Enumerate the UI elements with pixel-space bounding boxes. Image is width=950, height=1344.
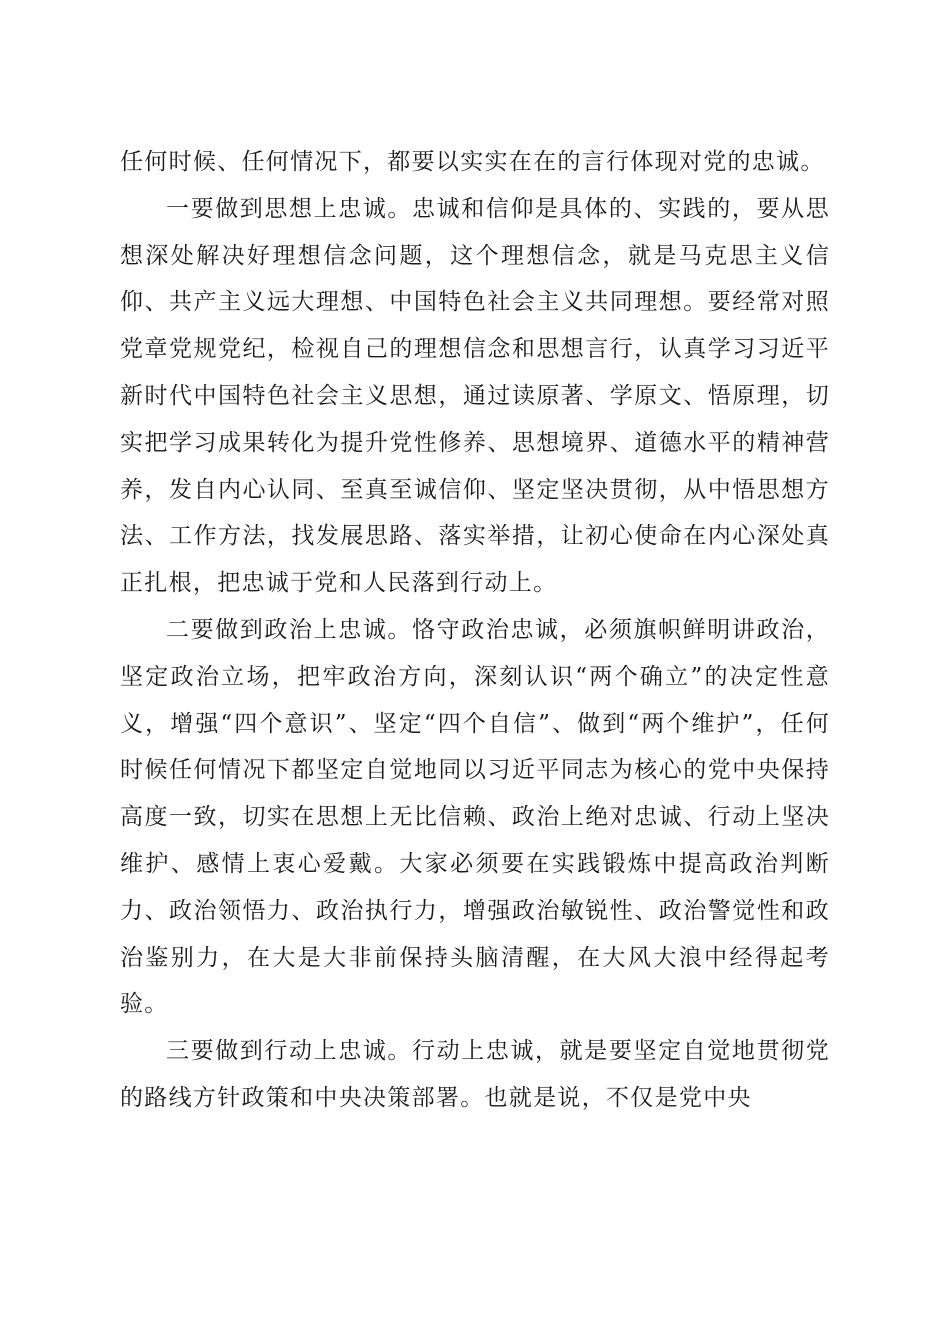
document-body (120, 139, 830, 1122)
paragraph-continuation: 任何时候、任何情况下，都要以实实在在的言行体现对党的忠诚。 (120, 149, 825, 175)
paragraph-political-loyalty: 二要做到政治上忠诚。恪守政治忠诚，必须旗帜鲜明讲政治，坚定政治立场，把牢政治方向，深刻认识“两个确立”的决定性意义，增强“四个意识”、坚定“四个自信”、做到“两个维护”，任何时候任何情况下都坚定自觉地同以习近平同志为核心的党中央保持高度一致，切实在思想上无比信赖、政治上绝对忠诚、行动上坚决维护、感情上衷心爱戴。大家必须要在实践锻炼中提高政治判断力、政治领悟力、政治执行力，增强政治敏锐性、政治警觉性和政治鉴别力，在大是大非前保持头脑清醒，在大风大浪中经得起考验。 (120, 616, 830, 1018)
paragraph-action-loyalty: 三要做到行动上忠诚。行动上忠诚，就是要坚定自觉地贯彻党的路线方针政策和中央决策部署。也就是说，不仅是党中央 (120, 1038, 830, 1111)
paragraph-thought-loyalty: 一要做到思想上忠诚。忠诚和信仰是具体的、实践的，要从思想深处解决好理想信念问题，这个理想信念，就是马克思主义信仰、共产主义远大理想、中国特色社会主义共同理想。要经常对照党章党规党纪，检视自己的理想信念和思想言行，认真学习习近平新时代中国特色社会主义思想，通过读原著、学原文、悟原理，切实把学习成果转化为提升党性修养、思想境界、道德水平的精神营养，发自内心认同、至真至诚信仰、坚定坚决贯彻，从中悟思想方法、工作方法，找发展思路、落实举措，让初心使命在内心深处真正扎根，把忠诚于党和人民落到行动上。 (120, 195, 830, 597)
